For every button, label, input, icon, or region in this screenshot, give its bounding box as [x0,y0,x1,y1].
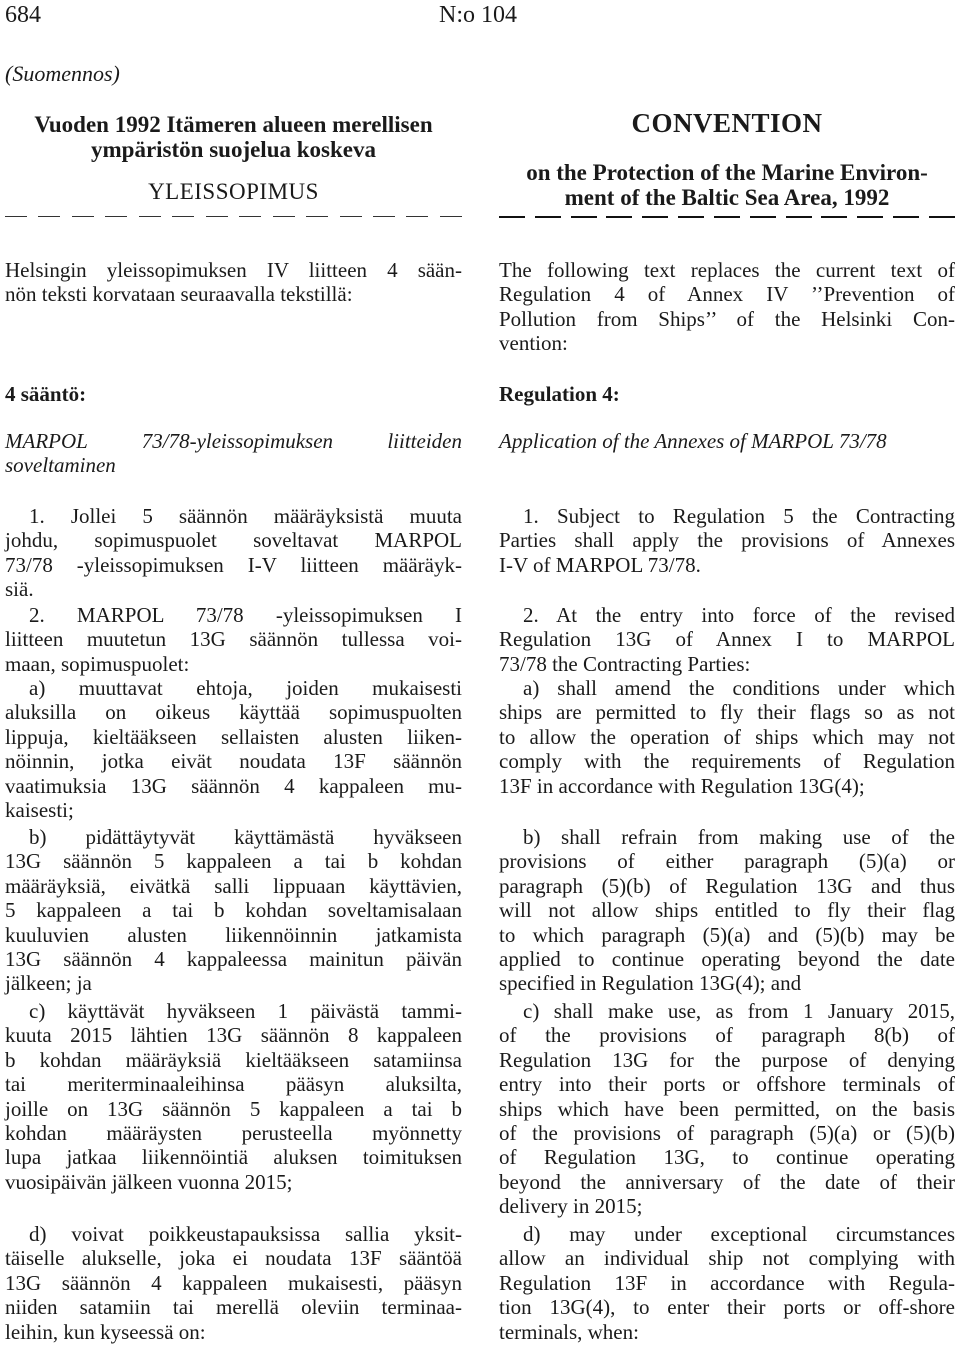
text-line: of Regulation 13G, to continue operating [499,1145,955,1170]
text-line: Helsingin yleissopimuksen IV liitteen 4 sään- [5,258,462,282]
text-line: of the provisions of paragraph 8(b) of [499,1023,955,1048]
text-line: Pollution from Ships’’ of the Helsinki Con- [499,306,955,331]
text-line: b kohdan määräyksiä kieltääkseen satamiinsa [5,1047,462,1072]
text-line: kohdan määräysten perusteella myönnetty [5,1121,462,1146]
text-line: will not allow ships entitled to fly their flag [499,898,955,923]
text-line: liitteen muutetun 13G säännön tullessa voi- [5,627,462,652]
text-line: Regulation 4 of Annex IV ’’Prevention of [499,282,955,307]
text-line: d) voivat poikkeustapauksissa sallia yksit- [29,1222,462,1246]
text-line: The following text replaces the current text of [499,258,955,282]
paragraph-2 [5,603,462,676]
text-line: vaatimuksia 13G säännön 4 kappaleen mu- [5,773,462,798]
text-line: beyond the anniversary of the date of their [499,1169,955,1194]
text-line: lippuja, kieltääkseen sellaisten alusten liiken- [5,724,462,749]
text-line: a) muuttavat ehtoja, joiden mukaisesti [29,676,462,700]
title-divider [5,216,462,218]
text-line: 73/78 the Contracting Parties: [499,651,751,676]
text-line: Regulation 13F in accordance with Regula- [499,1270,955,1295]
finnish-title-caps: YLEISSOPIMUS [148,179,319,204]
text-line: tion 13G(4), to enter their ports or off-shore [499,1295,955,1320]
text-line: 73/78 -yleissopimuksen I-V liitteen määräyk- [5,552,462,577]
translation-note: (Suomennos) [5,61,120,86]
text-line: nöinnin, jotka eivät noudata 13F säännön [5,749,462,774]
item-b [499,825,955,996]
text-line: 1. Jollei 5 säännön määräyksistä muuta [29,504,462,528]
text-line: b) shall refrain from making use of the [523,825,955,849]
text-line: niiden satamiin tai merellä oleviin terminaa- [5,1295,462,1320]
item-d [499,1222,955,1344]
paragraph-1 [5,504,462,602]
text-line: MARPOL 73/78-yleissopimuksen liitteiden [5,429,462,453]
finnish-intro [5,258,462,307]
item-b [5,825,462,996]
paragraph-1 [499,504,955,577]
text-line: kaisesti; [5,798,74,823]
title-line: ympäristön suojelua koskeva [91,137,376,162]
item-c [5,999,462,1194]
text-line: paragraph (5)(b) of Regulation 13G and thus [499,873,955,898]
text-line: comply with the requirements of Regulation [499,749,955,774]
text-line: applied to continue operating beyond the date [499,947,955,972]
item-a [5,676,462,822]
page-number: 684 [5,2,41,28]
item-a [499,676,955,798]
text-line: I-V of MARPOL 73/78. [499,552,701,577]
text-line: siä. [5,577,34,602]
text-line: d) may under exceptional circumstances [523,1222,955,1246]
text-line: ships which have been permitted, on the basis [499,1096,955,1121]
text-line: täiselle alukselle, joka ei noudata 13F sääntöä [5,1246,462,1271]
convention-heading: CONVENTION [631,108,823,138]
text-line: jälkeen; ja [5,971,92,996]
text-line: 13F in accordance with Regulation 13G(4); [499,773,865,798]
text-line: provisions of either paragraph (5)(a) or [499,849,955,874]
text-line: delivery in 2015; [499,1194,643,1219]
text-line: vention: [499,331,568,356]
paragraph-2 [499,603,955,676]
text-line: lupa jatkaa liikennöintiä aluksen toimituksen [5,1145,462,1170]
text-line: johdu, sopimuspuolet soveltavat MARPOL [5,528,462,553]
text-line: tai meriterminaaleihinsa pääsyn aluksilta, [5,1072,462,1097]
text-line: to allow the operation of ships which may not [499,724,955,749]
english-intro [499,258,955,356]
text-line: a) shall amend the conditions under which [523,676,955,700]
regulation-heading: 4 sääntö: [5,382,87,406]
text-line: maan, sopimuspuolet: [5,651,190,676]
text-line: 1. Subject to Regulation 5 the Contracting [523,504,955,528]
text-line: vuosipäivän jälkeen vuonna 2015; [5,1169,293,1194]
text-line: 13G säännön 5 kappaleen a tai b kohdan [5,849,462,874]
item-d [5,1222,462,1344]
text-line: 2. At the entry into force of the revised [523,603,955,627]
title-line: ment of the Baltic Sea Area, 1992 [564,185,890,210]
regulation-subtitle [5,429,462,478]
text-line: nön teksti korvataan seuraavalla tekstillä: [5,282,353,307]
text-line: Regulation 13G of Annex I to MARPOL [499,627,955,652]
finnish-title [5,112,462,162]
text-line: aluksilla on oikeus käyttää sopimuspuolten [5,700,462,725]
text-line: allow an individual ship not complying with [499,1246,955,1271]
regulation-heading: Regulation 4: [499,382,620,406]
text-line: Parties shall apply the provisions of Annexes [499,528,955,553]
text-line: kuuluvien alusten liikennöinnin jatkamista [5,922,462,947]
text-line: 5 kappaleen a tai b kohdan soveltamisalaan [5,898,462,923]
issue-number: N:o 104 [439,2,517,28]
text-line: soveltaminen [5,453,116,478]
text-line: terminals, when: [499,1319,639,1344]
text-line: 13G säännön 4 kappaleessa mainitun päivän [5,947,462,972]
text-line: leihin, kun kyseessä on: [5,1319,206,1344]
page-header [0,0,960,32]
title-line: Vuoden 1992 Itämeren alueen merellisen [34,112,433,137]
title-line: on the Protection of the Marine Environ- [526,160,928,185]
text-line: c) käyttävät hyväkseen 1 päivästä tammi- [29,999,462,1023]
item-c [499,999,955,1219]
text-line: Regulation 13G for the purpose of denying [499,1047,955,1072]
text-line: joille on 13G säännön 5 kappaleen a tai b [5,1096,462,1121]
text-line: kuuta 2015 lähtien 13G säännön 8 kappaleen [5,1023,462,1048]
english-title [499,160,955,210]
text-line: 2. MARPOL 73/78 -yleissopimuksen I [29,603,462,627]
title-divider [499,216,955,218]
text-line: määräyksiä, eivätkä salli lippuaan käyttävien, [5,873,462,898]
text-line: entry into their ports or offshore terminals of [499,1072,955,1097]
regulation-subtitle: Application of the Annexes of MARPOL 73/78 [499,429,887,453]
text-line: of the provisions of paragraph (5)(a) or (5)(b) [499,1121,955,1146]
text-line: to which paragraph (5)(a) and (5)(b) may be [499,922,955,947]
text-line: specified in Regulation 13G(4); and [499,971,802,996]
text-line: b) pidättäytyvät käyttämästä hyväkseen [29,825,462,849]
text-line: c) shall make use, as from 1 January 2015, [523,999,955,1023]
text-line: 13G säännön 4 kappaleen mukaisesti, pääsyn [5,1270,462,1295]
text-line: ships are permitted to fly their flags so as not [499,700,955,725]
